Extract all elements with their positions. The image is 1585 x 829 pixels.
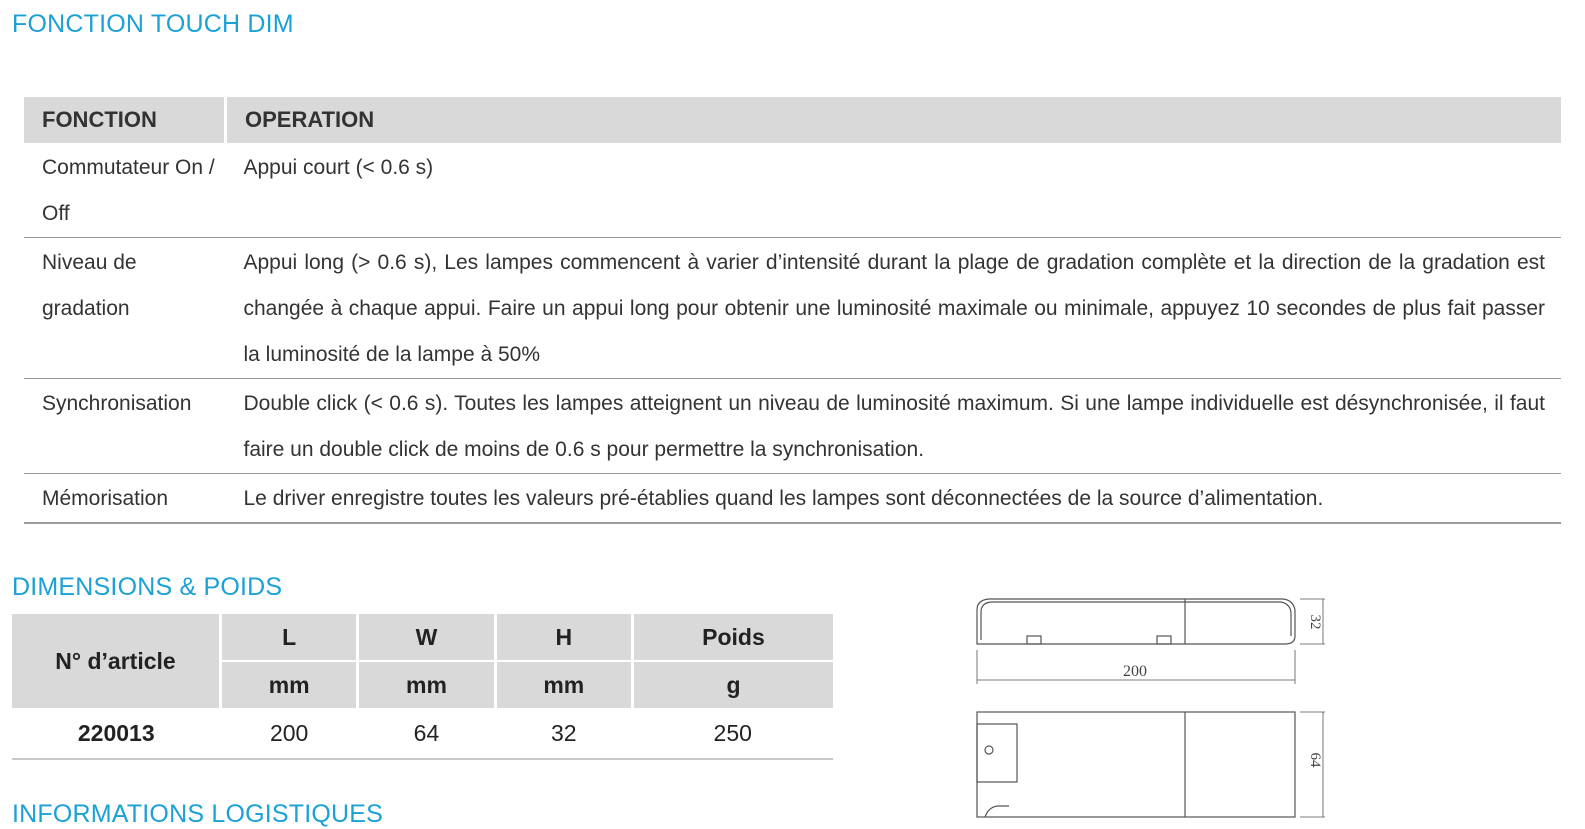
operation-cell: Le driver enregistre toutes les valeurs pré-établies quand les lampes sont déconnectées de la source d’alimentation. — [226, 474, 1562, 524]
height-dimension-label: 32 — [1307, 614, 1323, 630]
table-row — [24, 379, 1561, 474]
unit-height: mm — [495, 661, 632, 708]
table-row — [12, 708, 833, 759]
operation-cell: Double click (< 0.6 s). Toutes les lampes atteignent un niveau de luminosité maximum. Si une lampe individuelle est désynchronisée, il faut faire un double click de moins de 0.6 s pour permettre la synchronisation. — [226, 379, 1562, 474]
top-view — [977, 712, 1325, 817]
dimensions-table — [12, 614, 833, 760]
section-title-dimensions: DIMENSIONS & POIDS — [12, 573, 283, 601]
table-row — [24, 143, 1561, 238]
width-dimension-label: 64 — [1307, 752, 1323, 768]
table-row — [24, 238, 1561, 379]
touch-dim-table — [24, 97, 1561, 524]
unit-weight: g — [632, 661, 833, 708]
column-header-article: N° d’article — [12, 614, 221, 708]
unit-width: mm — [358, 661, 495, 708]
operation-cell: Appui long (> 0.6 s), Les lampes commencent à varier d’intensité durant la plage de gradation complète et la direction de la gradation est changée à chaque appui. Faire un appui long pour obtenir une luminosité maximale ou minimale, appuyez 10 secondes de plus fait passer la luminosité de la lampe à 50% — [226, 238, 1562, 379]
article-number: 220013 — [12, 708, 221, 759]
column-header-height: H — [495, 614, 632, 661]
operation-cell: Appui court (< 0.6 s) — [226, 143, 1562, 238]
fonction-label: Niveau de gradation — [42, 251, 137, 320]
section-title-touch-dim: FONCTION TOUCH DIM — [12, 10, 294, 38]
section-title-logistics: INFORMATIONS LOGISTIQUES — [12, 800, 384, 828]
table-row — [24, 474, 1561, 524]
fonction-cell — [24, 238, 226, 379]
unit-length: mm — [221, 661, 358, 708]
side-view — [977, 599, 1325, 684]
column-header-weight: Poids — [632, 614, 833, 661]
column-header-length: L — [221, 614, 358, 661]
width-value: 64 — [358, 708, 495, 759]
length-dimension-label: 200 — [1123, 663, 1147, 680]
fonction-label: Commutateur On / Off — [42, 156, 215, 225]
product-dimension-drawing — [965, 592, 1345, 822]
height-value: 32 — [495, 708, 632, 759]
fonction-cell — [24, 143, 226, 238]
column-header-operation: OPERATION — [226, 97, 1562, 143]
length-value: 200 — [221, 708, 358, 759]
fonction-cell: Mémorisation — [24, 474, 226, 524]
column-header-width: W — [358, 614, 495, 661]
column-header-fonction: FONCTION — [24, 97, 226, 143]
weight-value: 250 — [632, 708, 833, 759]
fonction-cell: Synchronisation — [24, 379, 226, 474]
